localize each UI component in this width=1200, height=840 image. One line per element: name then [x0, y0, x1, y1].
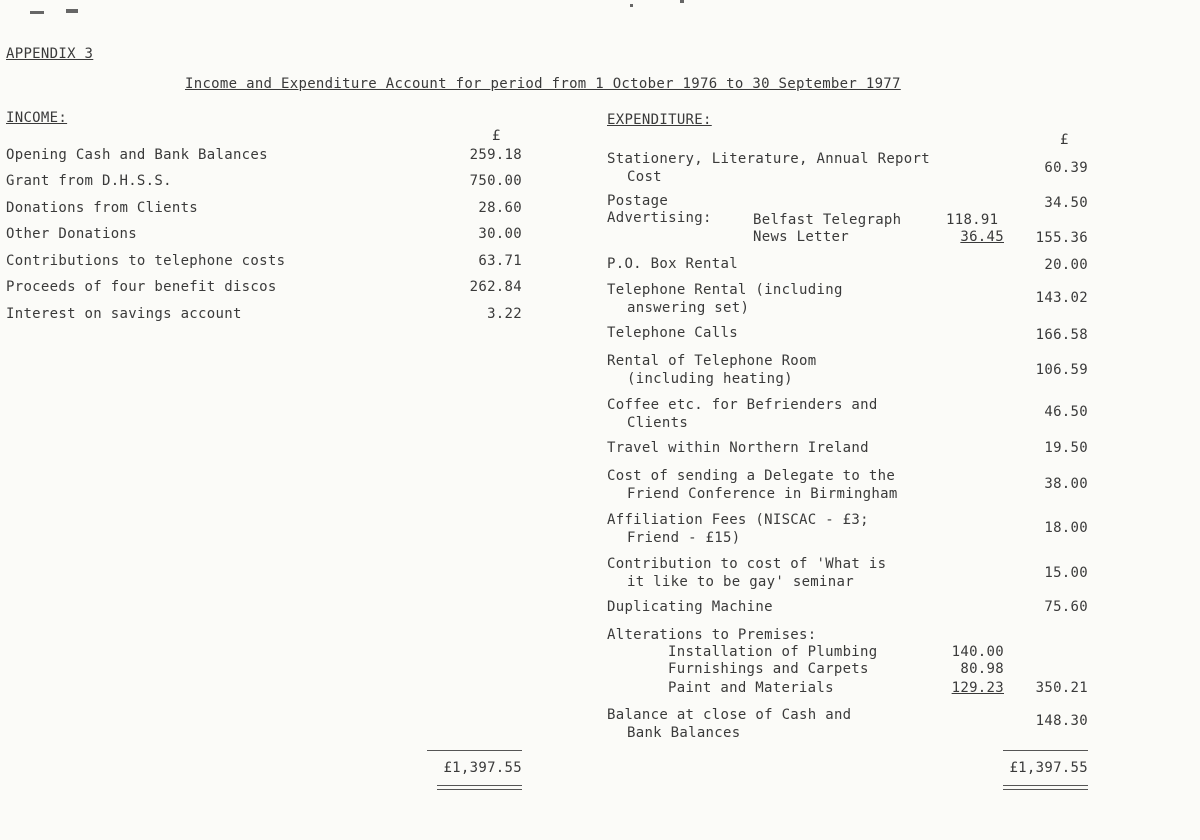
expenditure-total-double-rule	[1003, 785, 1088, 790]
income-label: Other Donations	[6, 226, 137, 242]
expenditure-heading: EXPENDITURE:	[607, 112, 712, 128]
expenditure-label: Affiliation Fees (NISCAC - £3; Friend - £15)	[607, 512, 869, 546]
alterations-sub-amount: 80.98	[960, 661, 1004, 677]
expenditure-currency: £	[1060, 132, 1069, 148]
expenditure-amount: 18.00	[1044, 520, 1088, 536]
expenditure-label: Stationery, Literature, Annual Report Cost	[607, 151, 930, 185]
expenditure-amount: 166.58	[1035, 327, 1088, 343]
expenditure-label: Coffee etc. for Befrienders and Clients	[607, 397, 878, 431]
expenditure-label: Travel within Northern Ireland	[607, 440, 869, 456]
alterations-sub-amount: 140.00	[951, 644, 1004, 660]
income-heading: INCOME:	[6, 110, 68, 126]
expenditure-label: Duplicating Machine	[607, 599, 773, 615]
expenditure-amount: 106.59	[1035, 362, 1088, 378]
expenditure-amount: 20.00	[1044, 257, 1088, 273]
income-label: Proceeds of four benefit discos	[6, 279, 277, 295]
expenditure-label: Telephone Rental (including answering set)	[607, 282, 843, 316]
income-label: Donations from Clients	[6, 200, 199, 216]
alterations-sub-label: Paint and Materials	[668, 680, 834, 696]
expenditure-label: Advertising:	[607, 210, 712, 226]
expenditure-label: Postage	[607, 193, 669, 209]
income-label: Opening Cash and Bank Balances	[6, 147, 268, 163]
income-amount: 259.18	[469, 147, 522, 163]
scan-mark	[30, 11, 44, 14]
expenditure-amount: 60.39	[1044, 160, 1088, 176]
income-label: Contributions to telephone costs	[6, 253, 286, 269]
advertising-sub-label: Belfast Telegraph	[753, 212, 902, 228]
expenditure-amount: 46.50	[1044, 404, 1088, 420]
expenditure-amount: 155.36	[1035, 230, 1088, 246]
alterations-sub-label: Installation of Plumbing	[668, 644, 878, 660]
page-title: Income and Expenditure Account for period from 1 October 1976 to 30 September 1977	[185, 76, 901, 92]
income-amount: 63.71	[478, 253, 522, 269]
alterations-sub-label: Furnishings and Carpets	[668, 661, 869, 677]
income-amount: 262.84	[469, 279, 522, 295]
expenditure-label: Rental of Telephone Room (including heating)	[607, 353, 817, 387]
scan-mark	[630, 4, 633, 7]
advertising-sub-label: News Letter	[753, 229, 850, 245]
alterations-sub-amount: 129.23	[951, 680, 1004, 696]
expenditure-label: Alterations to Premises:	[607, 627, 817, 643]
income-label: Grant from D.H.S.S.	[6, 173, 172, 189]
advertising-sub-amount: 118.91	[946, 212, 999, 228]
expenditure-amount: 143.02	[1035, 290, 1088, 306]
expenditure-total: £1,397.55	[1009, 760, 1088, 776]
income-total: £1,397.55	[443, 760, 522, 776]
expenditure-amount: 148.30	[1035, 713, 1088, 729]
income-total-rule	[427, 750, 522, 751]
expenditure-total-rule	[1003, 750, 1088, 751]
expenditure-amount: 15.00	[1044, 565, 1088, 581]
appendix-label: APPENDIX 3	[6, 46, 94, 62]
expenditure-amount: 34.50	[1044, 195, 1088, 211]
expenditure-amount: 19.50	[1044, 440, 1088, 456]
income-amount: 30.00	[478, 226, 522, 242]
expenditure-amount: 38.00	[1044, 476, 1088, 492]
expenditure-label: Telephone Calls	[607, 325, 738, 341]
advertising-sub-amount: 36.45	[960, 229, 1004, 245]
income-amount: 3.22	[487, 306, 522, 322]
income-total-double-rule	[437, 785, 522, 790]
expenditure-label: Contribution to cost of 'What is it like to be gay' seminar	[607, 556, 887, 590]
scan-mark	[66, 9, 78, 13]
expenditure-label: Balance at close of Cash and Bank Balances	[607, 707, 852, 741]
scan-mark	[680, 0, 684, 3]
expenditure-label: P.O. Box Rental	[607, 256, 738, 272]
income-currency: £	[492, 128, 501, 144]
income-label: Interest on savings account	[6, 306, 242, 322]
expenditure-label: Cost of sending a Delegate to the Friend Conference in Birmingham	[607, 468, 898, 502]
expenditure-amount: 75.60	[1044, 599, 1088, 615]
income-amount: 750.00	[469, 173, 522, 189]
income-amount: 28.60	[478, 200, 522, 216]
expenditure-amount: 350.21	[1035, 680, 1088, 696]
